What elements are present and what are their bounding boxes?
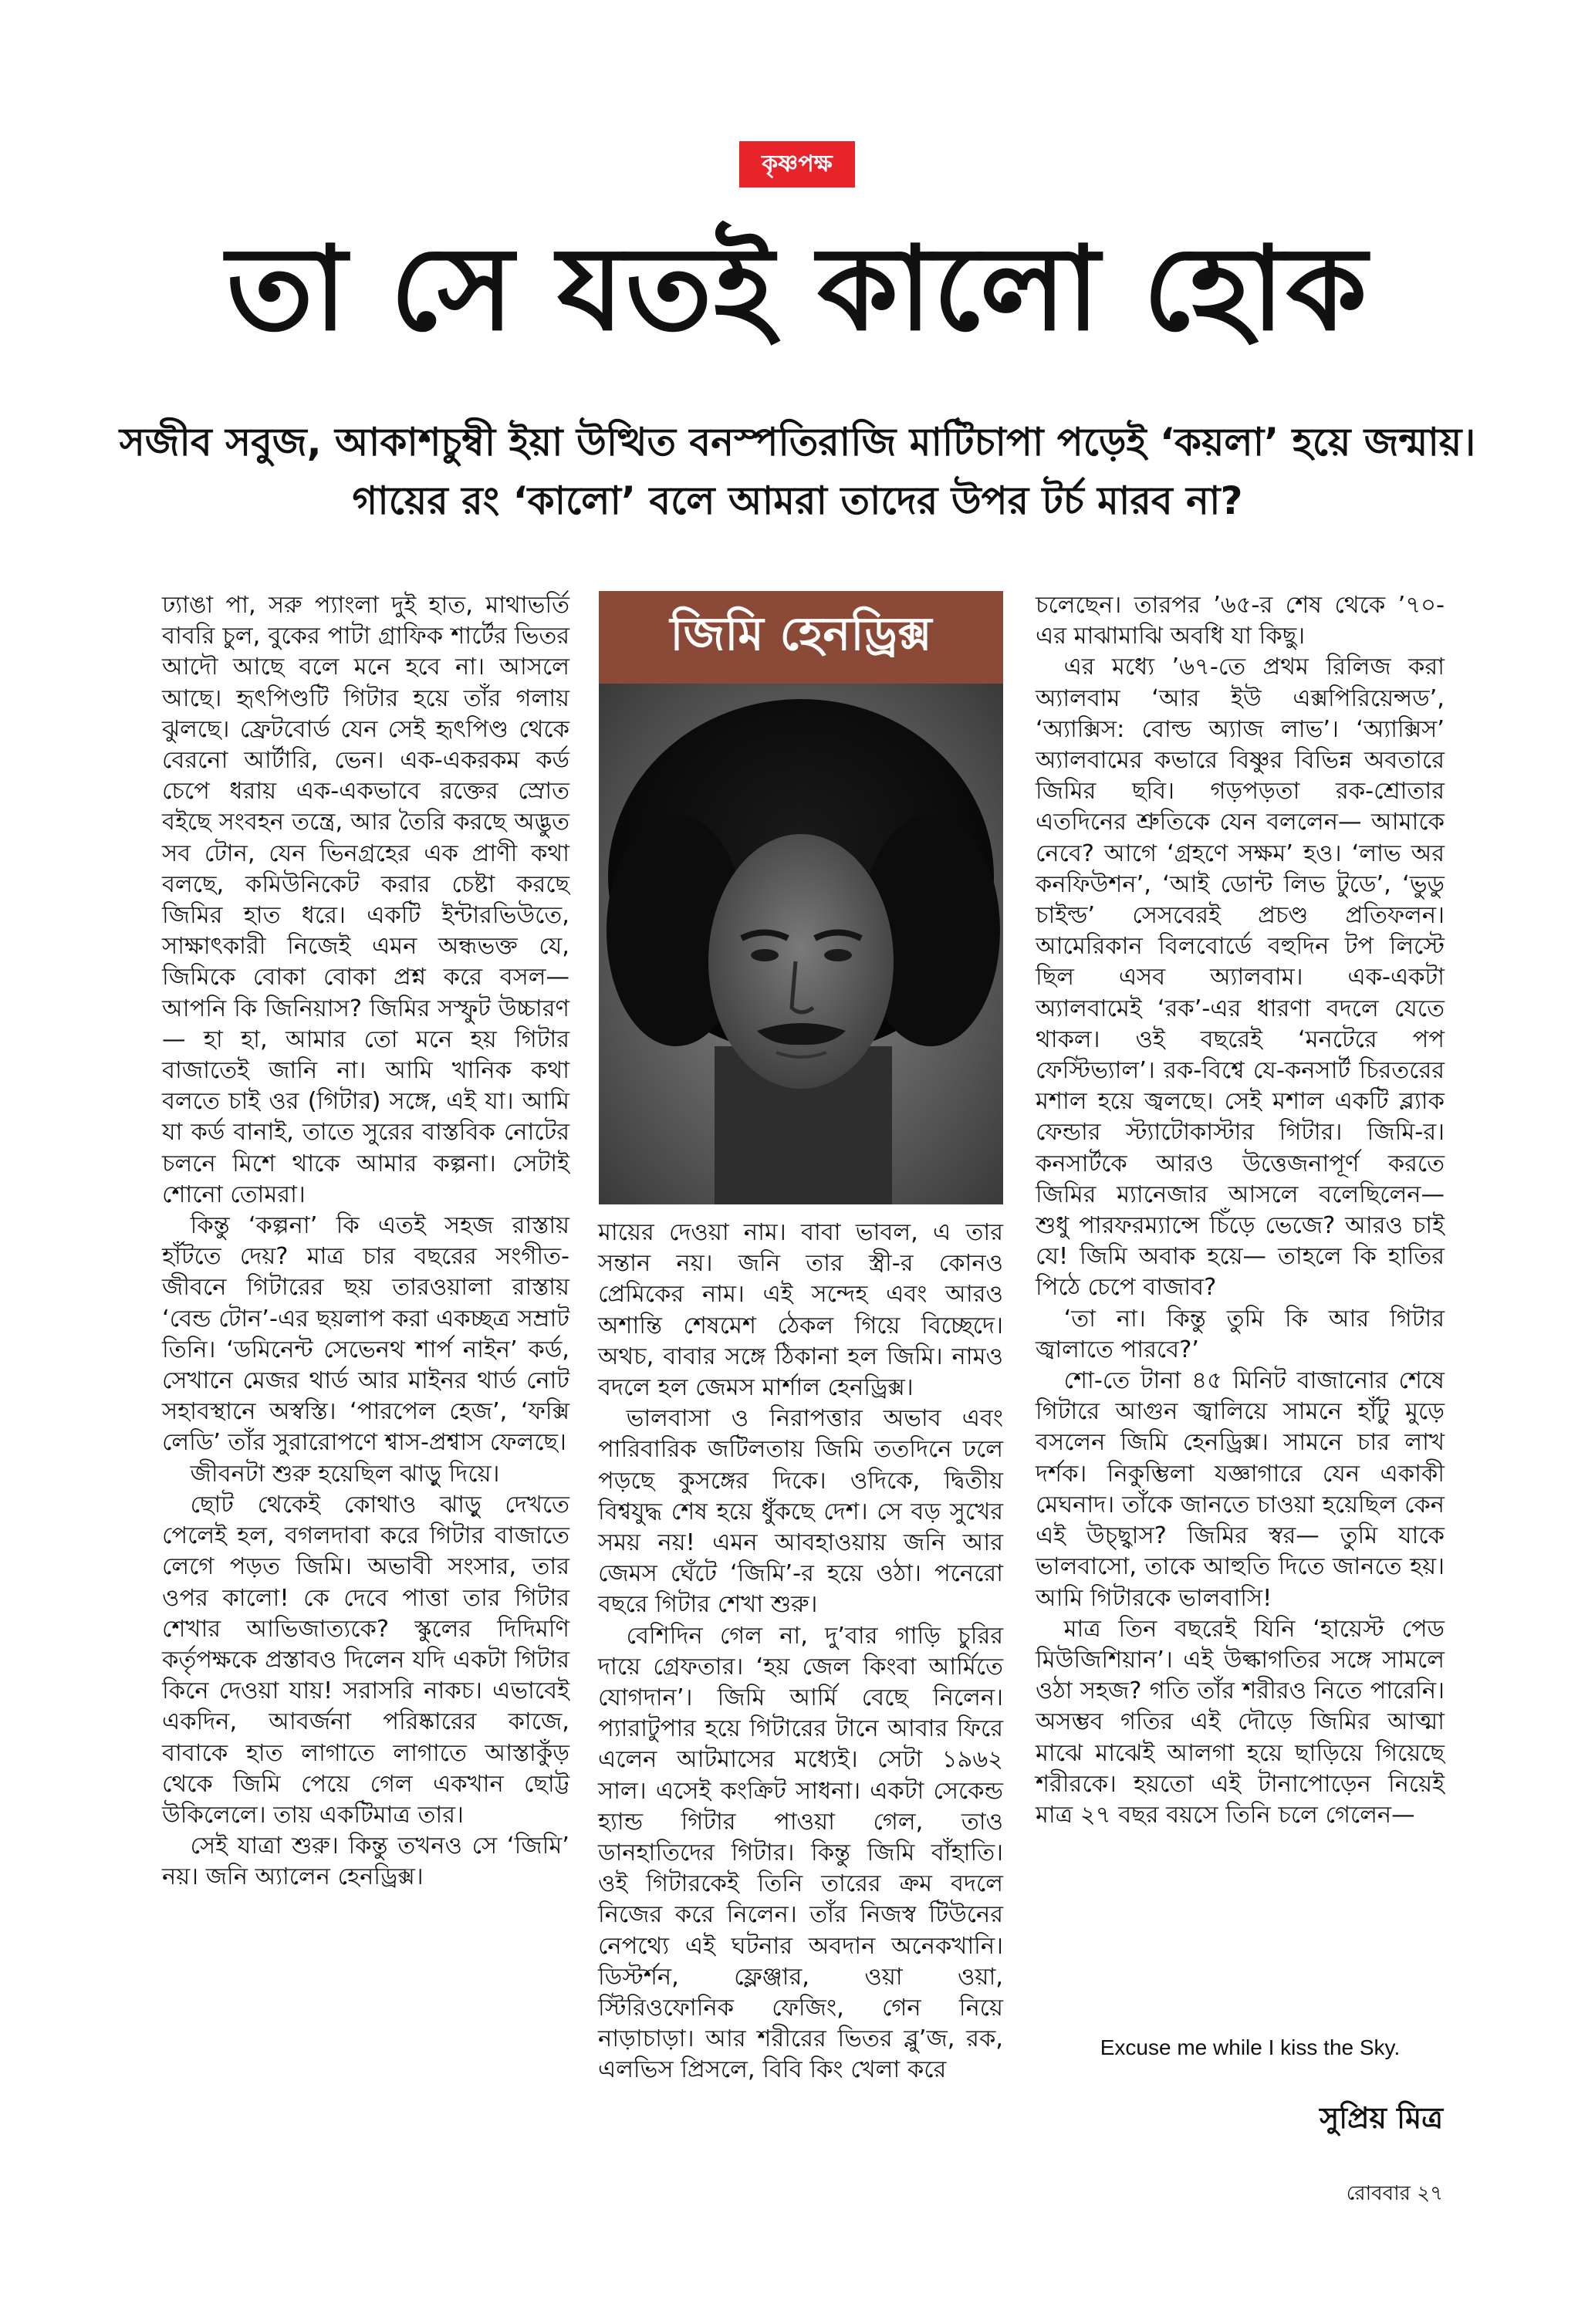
photo-label: জিমি হেনড্রিক্স (599, 591, 1003, 684)
section-tag: কৃষ্ণপক্ষ (739, 141, 855, 187)
page-folio: রোববার ২৭ (1346, 2182, 1443, 2205)
paragraph: ঢ্যাঙা পা, সরু প্যাংলা দুই হাত, মাথাভর্তি বাবরি চুল, বুকের পাটা গ্রাফিক শার্টের ভিতর আদৌ আছে বলে মনে হবে না। আসলে আছে। হৃৎপিণ্ডটি গিটার হয়ে তাঁর গলায় ঝুলছে। ফ্রেটবোর্ড যেন সেই হৃৎপিণ্ড থেকে বেরনো আর্টারি, ভেন। এক-একরকম কর্ড চেপে ধরায় এক-একভাবে রক্তের স্রোত বইছে সংবহন তন্ত্রে, আর তৈরি করছে অদ্ভুত সব টোন, যেন ভিনগ্রহের এক প্রাণী কথা বলছে, কমিউনিকেট করার চেষ্টা করছে জিমির হাত ধরে। একটি ইন্টারভিউতে, সাক্ষাৎকারী নিজেই এমন অন্ধভক্ত যে, জিমিকে বোকা বোকা প্রশ্ন করে বসল— আপনি কি জিনিয়াস? জিমির সস্ফুট উচ্চারণ— হা হা, আমার তো মনে হয় গিটার বাজাতেই জানি না। আমি খানিক কথা বলতে চাই ওর (গিটার) সঙ্গে, এই যা। আমি যা কর্ড বানাই, তাতে সুরের বাস্তবিক নোটের চলনে মিশে থাকে আমার কল্পনা। সেটাই শোনো তোমরা। (162, 592, 569, 1208)
paragraph: জীবনটা শুরু হয়েছিল ঝাড়ু দিয়ে। (190, 1460, 500, 1488)
english-quote: Excuse me while I kiss the Sky. (1100, 2035, 1401, 2059)
paragraph: বেশিদিন গেল না, দু’বার গাড়ি চুরির দায়ে গ্রেফতার। ‘হয় জেল কিংবা আর্মিতে যোগদান’। জিমি আর্মি বেছে নিলেন। প্যারাটুপার হয়ে গিটারের টানে আবার ফিরে এলেন আটমাসের মধ্যেই। সেটা ১৯৬২ সাল। এসেই কংক্রিট সাধনা। একটা সেকেন্ড হ্যান্ড গিটার পাওয়া গেল, তাও ডানহাতিদের গিটার। কিন্তু জিমি বাঁহাতি। ওই গিটারকেই তিনি তারের ক্রম বদলে নিজের করে নিলেন। তাঁর নিজস্ব টিউনের নেপথ্যে এই ঘটনার অবদান অনেকখানি। ডিস্টর্শন, ফ্লেঞ্জার, ওয়া ওয়া, স্টিরিওফোনিক ফেজিং, গেন নিয়ে নাড়াচাড়া। আর শরীরের ভিতর ব্লু’জ, রক, এলভিস প্রিসলে, বিবি কিং খেলা করে (598, 1622, 1003, 2084)
paragraph: চলেছেন। তারপর ’৬৫-র শেষ থেকে ’৭০-এর মাঝামাঝি অবধি যা কিছু। (1036, 592, 1445, 650)
paragraph: ছোট থেকেই কোথাও ঝাড়ু দেখতে পেলেই হল, বগলদাবা করে গিটার বাজাতে লেগে পড়ত জিমি। অভাবী সংসার, তার ওপর কালো! কে দেবে পাত্তা তার গিটার শেখার আভিজাত্যকে? স্কুলের দিদিমণি কর্তৃপক্ষকে প্রস্তাবও দিলেন যদি একটা গিটার কিনে দেওয়া যায়! সরাসরি নাকচ। এভাবেই একদিন, আবর্জনা পরিষ্কারের কাজে, বাবাকে হাত লাগাতে লাগাতে আস্তাকুঁড় থেকে জিমি পেয়ে গেল একখান ছোট্ট উকিলেলে। তায় একটিমাত্র তার। (162, 1491, 569, 1829)
article-subtitle: সজীব সবুজ, আকাশচুম্বী ইয়া উত্থিত বনস্পতিরাজি মাটিচাপা পড়েই ‘কয়লা’ হয়ে জন্মায়। গায়ের রং ‘কালো’ বলে আমরা তাদের উপর টর্চ মারব না? (119, 420, 1476, 523)
paragraph: মায়ের দেওয়া নাম। বাবা ভাবল, এ তার সন্তান নয়। জনি তার স্ত্রী-র কোনও প্রেমিকের নাম। এই সন্দেহ এবং আরও অশান্তি শেষমেশ ঠেকল গিয়ে বিচ্ছেদে। অথচ, বাবার সঙ্গে ঠিকানা হল জিমি। নামও বদলে হল জেমস মার্শাল হেনড্রিক্স। (598, 1219, 1003, 1402)
portrait-figure (599, 591, 1003, 1204)
text-column-1 (162, 590, 569, 1893)
paragraph: এর মধ্যে ’৬৭-তে প্রথম রিলিজ করা অ্যালবাম ‘আর ইউ এক্সপিরিয়েন্সড’, ‘অ্যাক্সিস: বোল্ড অ্যাজ লাভ’। ‘অ্যাক্সিস’ অ্যালবামের কভারে বিষ্ণুর বিভিন্ন অবতারে জিমির ছবি। গড়পড়তা রক-শ্রোতার এতদিনের শ্রুতিকে যেন বললেন— আমাকে নেবে? আগে ‘গ্রহণে সক্ষম’ হও। ‘লাভ অর কনফিউশন’, ‘আই ডোন্ট লিভ টুডে’, ‘ভুডু চাইল্ড’ সেসবেরই প্রচণ্ড প্রতিফলন। আমেরিকান বিলবোর্ডে বহুদিন টপ লিস্টে ছিল এসব অ্যালবাম। এক-একটা অ্যালবামেই ‘রক’-এর ধারণা বদলে যেতে থাকল। ওই বছরেই ‘মনটেরে পপ ফেস্টিভ্যাল’। রক-বিশ্বে যে-কনসার্ট চিরতরের মশাল হয়ে জ্বলছে। সেই মশাল একটি ব্ল্যাক ফেন্ডার স্ট্যাটোকাস্টার গিটার। জিমি-র। কনসার্টকে আরও উত্তেজনাপূর্ণ করতে জিমির ম্যানেজার আসলে বলেছিলেন— শুধু পারফরম্যান্সে চিঁড়ে ভেজে? আরও চাই যে! জিমি অবাক হয়ে— তাহলে কি হাতির পিঠে চেপে বাজাব? (1036, 654, 1445, 1302)
paragraph: কিন্তু ‘কল্পনা’ কি এতই সহজ রাস্তায় হাঁটতে দেয়? মাত্র চার বছরের সংগীত-জীবনে গিটারের ছয় তারওয়ালা রাস্তায় ‘বেন্ড টোন’-এর ছয়লাপ করা একচ্ছত্র সম্রাট তিনি। ‘ডমিনেন্ট সেভেনথ শার্প নাইন’ কর্ড, সেখানে মেজর থার্ড আর মাইনর থার্ড নোট সহাবস্থানে অস্বস্তি। ‘পারপেল হেজ’, ‘ফক্সি লেডি’ তাঁর সুরারোপণে শ্বাস-প্রশ্বাস ফেলছে। (162, 1212, 569, 1457)
text-column-3 (1036, 590, 1445, 1831)
paragraph: শো-তে টানা ৪৫ মিনিট বাজানোর শেষে গিটারে আগুন জ্বালিয়ে সামনে হাঁটু মুড়ে বসলেন জিমি হেনড্রিক্স। সামনে চার লাখ দর্শক। নিকুম্ভিলা যজ্ঞাগারে যেন একাকী মেঘনাদ। তাঁকে জানতে চাওয়া হয়েছিল কেন এই উচ্ছ্বাস? জিমির স্বর— তুমি যাকে ভালবাসো, তাকে আহুতি দিতে জানতে হয়। আমি গিটারকে ভালবাসি! (1036, 1367, 1445, 1612)
paragraph: ‘তা না। কিন্তু তুমি কি আর গিটার জ্বালাতে পারবে?’ (1036, 1305, 1445, 1363)
paragraph: মাত্র তিন বছরেই যিনি ‘হায়েস্ট পেড মিউজিশিয়ান’। এই উল্কাগতির সঙ্গে সামলে ওঠা সহজ? গতি তাঁর শরীরও নিতে পারেনি। অসম্ভব গতির এই দৌড়ে জিমির আত্মা মাঝে মাঝেই আলগা হয়ে ছাড়িয়ে গিয়েছে শরীরকে। হয়তো এই টানাপোড়েন নিয়েই মাত্র ২৭ বছর বয়সে তিনি চলে গেলেন— (1036, 1615, 1445, 1829)
paragraph: ভালবাসা ও নিরাপত্তার অভাব এবং পারিবারিক জটিলতায় জিমি ততদিনে ঢলে পড়ছে কুসঙ্গের দিকে। ওদিকে, দ্বিতীয় বিশ্বযুদ্ধ শেষ হয়ে ধুঁকছে দেশ। সে বড় সুখের সময় নয়! এমন আবহাওয়ায় জনি আর জেমস ঘেঁটে ‘জিমি’-র হয়ে ওঠা। পনেরো বছরে গিটার শেখা শুরু। (598, 1405, 1003, 1619)
portrait-photo (599, 684, 1003, 1204)
article-title: তা সে যতই কালো হোক (226, 222, 1369, 356)
text-column-2 (598, 1218, 1003, 2086)
author-byline: সুপ্রিয় মিত্র (1320, 2101, 1443, 2135)
paragraph: সেই যাত্রা শুরু। কিন্তু তখনও সে ‘জিমি’ নয়। জনি অ্যালেন হেনড্রিক্স। (162, 1833, 569, 1891)
